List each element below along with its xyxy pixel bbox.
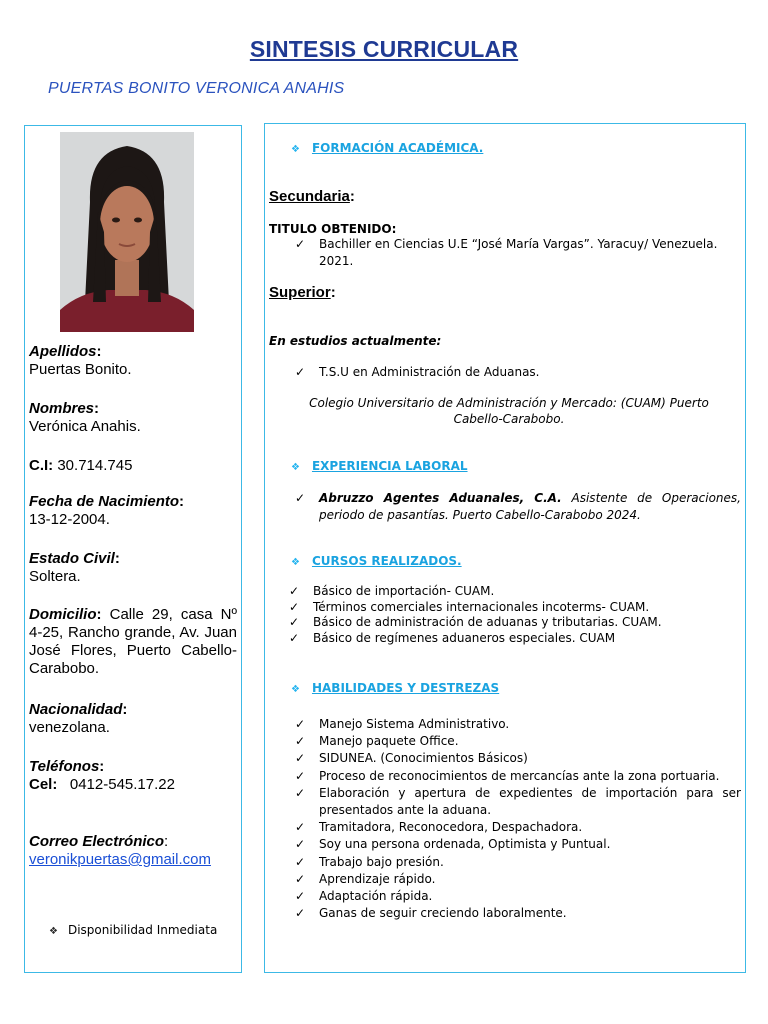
list-item xyxy=(295,905,741,922)
list-item-text: Aprendizaje rápido. xyxy=(319,871,436,886)
ci-value: 30.714.745 xyxy=(57,457,133,474)
person-portrait-icon xyxy=(60,132,194,332)
fecha-value: 13-12-2004. xyxy=(29,511,110,528)
habilidades-heading-text: HABILIDADES Y DESTREZAS xyxy=(311,681,500,695)
apellidos-field: Apellidos: Puertas Bonito. xyxy=(29,343,132,378)
list-item-text: SIDUNEA. (Conocimientos Básicos) xyxy=(319,751,528,766)
list-item-text: Manejo paquete Office. xyxy=(319,734,459,749)
cursos-list xyxy=(289,584,739,646)
check-icon: ✓ xyxy=(289,630,300,645)
list-item xyxy=(295,819,741,836)
habilidades-heading xyxy=(291,681,499,695)
diamond-bullet-icon: ❖ xyxy=(49,926,58,937)
check-icon: ✓ xyxy=(295,871,306,886)
ci-field xyxy=(29,457,132,475)
domicilio-label: Domicilio xyxy=(29,606,97,623)
profile-photo xyxy=(60,132,194,332)
telefonos-label: Teléfonos xyxy=(29,758,100,775)
check-icon: ✓ xyxy=(295,820,306,835)
list-item xyxy=(295,836,741,853)
candidate-name: PUERTAS BONITO VERONICA ANAHIS xyxy=(48,80,345,97)
list-item xyxy=(295,716,741,733)
estado-civil-field: Estado Civil: Soltera. xyxy=(29,550,120,585)
list-item xyxy=(295,854,741,871)
nombres-field: Nombres: Verónica Anahis. xyxy=(29,400,141,435)
titulo-label: TITULO OBTENIDO: xyxy=(269,222,397,236)
list-item xyxy=(289,584,739,600)
disponibilidad-text: Disponibilidad Inmediata xyxy=(67,923,218,937)
check-icon: ✓ xyxy=(289,615,300,629)
estado-value: Soltera. xyxy=(29,568,81,585)
empresa-name: Abruzzo Agentes Aduanales, C.A. xyxy=(319,491,562,505)
diamond-bullet-icon: ❖ xyxy=(291,557,300,568)
check-icon: ✓ xyxy=(295,854,306,869)
nombres-value: Verónica Anahis. xyxy=(29,418,141,435)
list-item xyxy=(295,871,741,888)
list-item xyxy=(289,631,739,647)
check-icon: ✓ xyxy=(295,785,306,800)
list-item xyxy=(295,364,743,381)
nombres-label: Nombres xyxy=(29,400,95,417)
telefonos-field: Teléfonos: Cel: 0412-545.17.22 xyxy=(29,758,175,793)
experiencia-heading-text: EXPERIENCIA LABORAL xyxy=(311,459,468,473)
check-icon: ✓ xyxy=(289,584,300,598)
list-item xyxy=(289,615,739,631)
superior-label: Superior xyxy=(269,284,331,301)
estado-label: Estado Civil xyxy=(29,550,115,567)
formacion-heading xyxy=(291,141,483,155)
estudios-label: En estudios actualmente: xyxy=(269,334,442,348)
estudios-list xyxy=(295,364,743,381)
tsu-value: T.S.U en Administración de Aduanas. xyxy=(319,365,540,379)
list-item-text: Manejo Sistema Administrativo. xyxy=(319,717,510,731)
list-item-text: Términos comerciales internacionales incoterms- CUAM. xyxy=(313,599,650,614)
domicilio-field: Domicilio: Calle 29, casa Nº 4-25, Rancho grande, Av. Juan José Flores, Puerto Cabello-Carabobo. xyxy=(29,606,237,677)
nacionalidad-value: venezolana. xyxy=(29,719,110,736)
titulo-list xyxy=(295,236,743,270)
cursos-heading-text: CURSOS REALIZADOS. xyxy=(311,554,462,568)
diamond-bullet-icon: ❖ xyxy=(291,684,300,695)
check-icon: ✓ xyxy=(295,751,306,766)
list-item-text: Elaboración y apertura de expedientes de importación para ser presentados ante la aduana. xyxy=(319,785,741,818)
ci-label: C.I: xyxy=(29,457,54,474)
list-item-text: Soy una persona ordenada, Optimista y Puntual. xyxy=(319,837,611,852)
estudios-label-text: En estudios actualmente xyxy=(269,334,437,348)
list-item xyxy=(295,236,743,270)
cel-label: Cel: xyxy=(29,776,58,793)
list-item-text: Proceso de reconocimientos de mercancías ante la zona portuaria. xyxy=(319,768,720,783)
habilidades-list xyxy=(295,716,741,922)
nacionalidad-label: Nacionalidad xyxy=(29,701,123,718)
check-icon: ✓ xyxy=(295,734,306,749)
check-icon: ✓ xyxy=(295,717,306,731)
experiencia-detalle: Asistente de Operaciones, periodo de pasantías. Puerto Cabello-Carabobo 2024. xyxy=(319,491,741,523)
cel-value: 0412-545.17.22 xyxy=(69,776,175,793)
check-icon: ✓ xyxy=(295,491,306,505)
check-icon: ✓ xyxy=(295,768,306,783)
list-item-text: Básico de administración de aduanas y tributarias. CUAM. xyxy=(313,615,662,629)
fecha-nacimiento-field: Fecha de Nacimiento: 13-12-2004. xyxy=(29,493,185,528)
document-title: SINTESIS CURRICULAR xyxy=(249,36,519,62)
colegio-text: Colegio Universitario de Administración y Mercado: (CUAM) Puerto Cabello-Carabobo. xyxy=(309,396,709,426)
list-item xyxy=(295,733,741,750)
list-item-text: Básico de importación- CUAM. xyxy=(313,584,495,598)
fecha-label: Fecha de Nacimiento xyxy=(29,493,180,510)
list-item xyxy=(295,750,741,767)
disponibilidad-note xyxy=(49,923,217,937)
list-item xyxy=(295,785,741,819)
apellidos-value: Puertas Bonito. xyxy=(29,361,132,378)
check-icon: ✓ xyxy=(295,837,306,852)
list-item-text: Básico de regímenes aduaneros especiales. CUAM xyxy=(313,630,616,645)
list-item xyxy=(289,600,739,616)
list-item xyxy=(295,490,741,524)
resume-details-panel xyxy=(264,123,746,973)
list-item-text: Ganas de seguir creciendo laboralmente. xyxy=(319,906,567,921)
check-icon: ✓ xyxy=(295,906,306,921)
nacionalidad-field: Nacionalidad: venezolana. xyxy=(29,701,128,736)
superior-subheading: Superior: xyxy=(269,284,336,301)
check-icon: ✓ xyxy=(295,237,306,251)
check-icon: ✓ xyxy=(289,599,300,614)
diamond-bullet-icon: ❖ xyxy=(291,462,300,473)
correo-label: Correo Electrónico xyxy=(29,833,165,850)
experiencia-heading xyxy=(291,459,468,473)
diamond-bullet-icon: ❖ xyxy=(291,144,300,155)
experiencia-list xyxy=(295,490,741,524)
secundaria-label: Secundaria xyxy=(269,188,350,205)
list-item-text: Adaptación rápida. xyxy=(319,889,433,904)
email-link[interactable]: veronikpuertas@gmail.com xyxy=(29,851,211,868)
formacion-heading-text: FORMACIÓN ACADÉMICA. xyxy=(311,141,484,155)
apellidos-label: Apellidos xyxy=(29,343,97,360)
check-icon: ✓ xyxy=(295,365,306,379)
check-icon: ✓ xyxy=(295,889,306,904)
cursos-heading xyxy=(291,554,462,568)
list-item-text: Trabajo bajo presión. xyxy=(319,854,444,869)
domicilio-value: Calle 29, casa Nº 4-25, Rancho grande, Av. Juan José Flores, Puerto Cabello-Carabobo. xyxy=(29,606,237,677)
list-item-text: Tramitadora, Reconocedora, Despachadora. xyxy=(319,820,583,835)
list-item xyxy=(295,768,741,785)
secundaria-subheading: Secundaria: xyxy=(269,188,355,205)
personal-info-panel xyxy=(24,125,242,973)
titulo-value: Bachiller en Ciencias U.E “José María Vargas”. Yaracuy/ Venezuela. 2021. xyxy=(319,237,718,269)
correo-field: Correo Electrónico: veronikpuertas@gmail.com xyxy=(29,833,211,868)
list-item xyxy=(295,888,741,905)
